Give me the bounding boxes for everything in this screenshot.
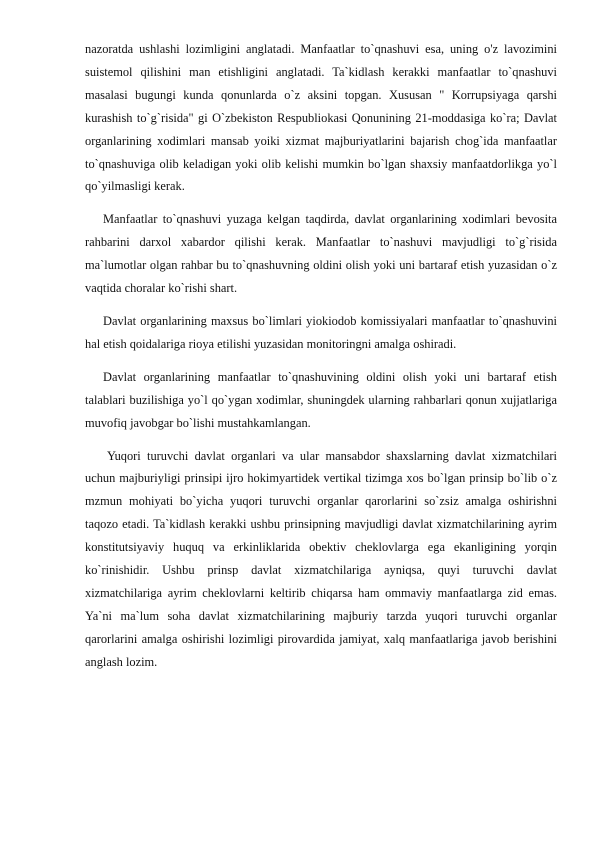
document-page — [85, 38, 557, 684]
paragraph-3: Davlat organlarining maxsus bo`limlari yiokiodob komissiyalari manfaatlar to`qnashuvini hal etish qoidalariga rioya etilishi yuzasidan monitoringni amalga oshiradi. — [85, 313, 557, 351]
paragraph-4: Davlat organlarining manfaatlar to`qnashuvining oldini olish yoki uni bartaraf etish talablari buzilishiga yo`l qo`ygan xodimlar, shuningdek ularning rahbarlari qonun xujjatlariga muvofiq javobgar bo`lishi mustahkamlangan. — [85, 369, 557, 430]
paragraph-5: Yuqori turuvchi davlat organlari va ular mansabdor shaxslarning davlat xizmatchilari uchun majburiyligi prinsipi ijro hokimyartidek vertikal tizimga xos bo`lgan prinsip bo`lib o`z mzmun mohiyati bo`yicha yuqori turuvchi organlar qarorlarini so`zsiz amalga oshirishni taqozo etadi. Ta`kidlash kerakki ushbu prinsipning mavjudligi davlat xizmatchilarining ayrim konstitutsiyaviy huquq va erkinliklarida obektiv cheklovlarga ega ekanligining yorqin ko`rinishidir. Ushbu prinsp davlat xizmatchilariga ayniqsa, quyi turuvchi davlat xizmatchilariga ayrim cheklovlarni keltirib chiqarsa ham ommaviy manfaatlarga zid emas. Ya`ni ma`lum soha davlat xizmatchilarining majburiy tarzda yuqori turuvchi organlar qarorlarini amalga oshirishi lozimligi pirovardida jamiyat, xalq manfaatlariga javob berishini anglash lozim. — [85, 448, 557, 669]
paragraph-1: nazoratda ushlashi lozimligini anglatadi. Manfaatlar to`qnashuvi esa, uning o'z lavozimini suistemol qilishini man etishligini anglatadi. Ta`kidlash kerakki manfaatlar to`qnashuvi masalasi bugungi kunda qonunlarda o`z aksini topgan. Xususan " Korrupsiyaga qarshi kurashish to`g`risida" gi O`zbekiston Respubliokasi Qonunining 21-moddasiga ko`ra; Davlat organlarining xodimlari mansab yoiki xizmat majburiyatlarini bajarish chog`ida manfaatlar to`qnashuviga olib keladigan yoki olib kelishi mumkin bo`lgan shaxsiy manfaatdorlikga yo`l qo`yilmasligi kerak. — [85, 42, 557, 194]
paragraph-2: Manfaatlar to`qnashuvi yuzaga kelgan taqdirda, davlat organlarining xodimlari bevosita rahbarini darxol xabardor qilishi kerak. Manfaatlar to`nashuvi mavjudligi to`g`risida ma`lumotlar olgan rahbar bu to`qnashuvning oldini olish yoki uni bartaraf etish yuzasidan o`z vaqtida choralar ko`rishi shart. — [85, 212, 557, 296]
